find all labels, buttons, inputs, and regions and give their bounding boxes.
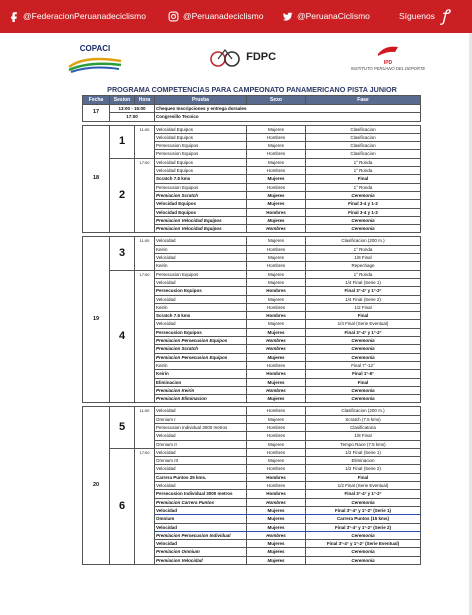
prueba-cell: Premiacion Scratch xyxy=(155,345,247,353)
prueba-cell: Velocidad Equipos xyxy=(155,200,247,208)
sexo-cell: Mujeres xyxy=(247,270,306,278)
sexo-cell: Mujeres xyxy=(247,378,306,386)
prueba-cell: Premiacion Velocidad Equipos xyxy=(155,216,247,224)
prueba-cell: Persecusion Equipos xyxy=(155,183,247,191)
fase-cell: 1/4 Final (Serie 1) xyxy=(306,278,421,286)
hora-cell: 17:00 xyxy=(110,113,155,121)
sexo-cell: Mujeres xyxy=(247,415,306,423)
prueba-cell: Persecusion Equipos xyxy=(155,328,247,336)
sexo-cell: Mujeres xyxy=(247,216,306,224)
sexo-cell: Hombres xyxy=(247,287,306,295)
siguenos-label: Síguenos xyxy=(399,11,435,21)
prueba-cell: Velocidad Equipos xyxy=(155,208,247,216)
fase-cell: Final 3-4 y 1-2 xyxy=(306,208,421,216)
prueba-cell: Keirin xyxy=(155,361,247,369)
prueba-cell: Premiacion Velocidad Equipos xyxy=(155,225,247,233)
sexo-cell: Mujeres xyxy=(247,556,306,564)
prueba-cell: Velocidad xyxy=(155,407,247,415)
twitter-link[interactable] xyxy=(282,0,370,33)
prueba-cell: Premiacion Scratch xyxy=(155,191,247,199)
day-cell: 20 xyxy=(83,407,110,565)
fase-cell: Repechage xyxy=(306,262,421,270)
sexo-cell: Mujeres xyxy=(247,523,306,531)
sexo-cell: Hombres xyxy=(247,490,306,498)
prueba-cell: Velocidad xyxy=(155,465,247,473)
instagram-icon xyxy=(168,11,179,22)
table-row xyxy=(83,448,421,456)
prueba-cell: Premiacion Keirin xyxy=(155,386,247,394)
table-row xyxy=(83,158,421,166)
table-row xyxy=(83,237,421,245)
prueba-cell: Premiacion Omnium xyxy=(155,548,247,556)
fdpc-text: FDPC xyxy=(246,51,277,63)
fase-cell: 1° Ronda xyxy=(306,167,421,175)
table-header-row xyxy=(83,96,421,105)
hora-cell: 17:00 xyxy=(135,448,155,564)
page-title: PROGRAMA COMPETENCIAS PARA CAMPEONATO PANAMERICANO PISTA JUNIOR xyxy=(107,85,397,94)
hora-cell: 11:00 xyxy=(135,125,155,158)
prueba-cell: Omnium xyxy=(155,515,247,523)
fase-cell: Final xyxy=(306,175,421,183)
fase-cell: 1° Ronda xyxy=(306,183,421,191)
prueba-cell: Keirin xyxy=(155,245,247,253)
hora-cell: 11:00 xyxy=(135,407,155,448)
sexo-cell: Hombres xyxy=(247,337,306,345)
ipd-flag-icon xyxy=(377,44,399,58)
prueba-cell: Keirin xyxy=(155,262,247,270)
prueba-cell: Premiacion Persecusion Equipos xyxy=(155,337,247,345)
prueba-cell: Premiacion Velocidad xyxy=(155,556,247,564)
sexo-cell: Mujeres xyxy=(247,506,306,514)
prueba-cell: Velocidad xyxy=(155,278,247,286)
sexo-cell: Hombres xyxy=(247,167,306,175)
twitter-handle: @PeruanaCiclismo xyxy=(297,11,370,21)
sexo-cell: Mujeres xyxy=(247,200,306,208)
fase-cell: Clasificacion xyxy=(306,142,421,150)
table-row xyxy=(83,407,421,415)
event-cell: Congresillo Tecnico xyxy=(155,113,421,121)
fase-cell: 1° Ronda xyxy=(306,270,421,278)
fase-cell: Final 3-4 y 1-2 xyxy=(306,200,421,208)
fase-cell: Clasificacion xyxy=(306,125,421,133)
fase-cell: Final 3°-4° y 1°-2° (Serie Eventual) xyxy=(306,540,421,548)
hora-cell: 11:00 xyxy=(135,237,155,270)
sexo-cell: Hombres xyxy=(247,386,306,394)
prueba-cell: Persecusion Equipos xyxy=(155,287,247,295)
fase-cell: Final 3°-4° y 1°-2° (Serie 1) xyxy=(306,506,421,514)
fase-cell: Final 3°-4° y 1°-2° xyxy=(306,490,421,498)
prueba-cell: Velocidad xyxy=(155,295,247,303)
prueba-cell: Velocidad xyxy=(155,506,247,514)
session-cell: 5 xyxy=(110,407,135,448)
prueba-cell: Premiacion Persecusion Equipos xyxy=(155,353,247,361)
fase-cell: Clasificacion (200 m.) xyxy=(306,407,421,415)
prueba-cell: Velocidad xyxy=(155,482,247,490)
fase-cell: Eliminacion xyxy=(306,457,421,465)
fase-cell: 1/2 Final (Serie 1) xyxy=(306,448,421,456)
hora-cell: 17:00 xyxy=(135,158,155,233)
prueba-cell: Velocidad Equipos xyxy=(155,158,247,166)
event-cell: Chequeo Inscripciones y entrega dorsales xyxy=(155,105,421,113)
fase-cell: Clasificacion xyxy=(306,150,421,158)
session-cell: 1 xyxy=(110,125,135,158)
fase-cell: Ceremonia xyxy=(306,531,421,539)
prueba-cell: Scratch 7.5 kms xyxy=(155,312,247,320)
day-cell: 19 xyxy=(83,237,110,403)
prueba-cell: Persecusion Individual 3000 metros xyxy=(155,490,247,498)
sexo-cell: Hombres xyxy=(247,183,306,191)
fase-cell: Final 3°-4° y 1°-2° xyxy=(306,328,421,336)
hora-cell: 13:00 - 15:00 xyxy=(110,105,155,113)
fase-cell: Final 3°-4° y 1°-2° xyxy=(306,287,421,295)
header-fase: Fase xyxy=(306,96,421,105)
prueba-cell: Premiacion Persecusion Individual xyxy=(155,531,247,539)
fdpc-wheels-icon xyxy=(210,44,244,70)
session-cell: 3 xyxy=(110,237,135,270)
sexo-cell: Hombres xyxy=(247,448,306,456)
facebook-link[interactable] xyxy=(8,0,146,33)
facebook-handle: @FederacionPeruanadeciclismo xyxy=(23,11,146,21)
sexo-cell: Mujeres xyxy=(247,440,306,448)
sexo-cell: Mujeres xyxy=(247,278,306,286)
swirl-icon: ꝭ xyxy=(441,8,449,25)
sexo-cell: Hombres xyxy=(247,303,306,311)
fase-cell: Ceremonia xyxy=(306,395,421,403)
header-prueba: Prueba xyxy=(155,96,247,105)
sexo-cell: Hombres xyxy=(247,133,306,141)
sexo-cell: Mujeres xyxy=(247,254,306,262)
sexo-cell: Hombres xyxy=(247,345,306,353)
copaci-logo xyxy=(60,44,130,75)
instagram-link[interactable] xyxy=(168,0,263,33)
prueba-cell: Omnium III xyxy=(155,457,247,465)
prueba-cell: Velocidad xyxy=(155,432,247,440)
sexo-cell: Hombres xyxy=(247,498,306,506)
fase-cell: Final xyxy=(306,378,421,386)
fase-cell: Clasificacion xyxy=(306,133,421,141)
fase-cell: Ceremonia xyxy=(306,353,421,361)
prueba-cell: Scratch 7.5 kms xyxy=(155,175,247,183)
ipd-subtext: INSTITUTO PERUANO DEL DEPORTE xyxy=(350,66,426,71)
prueba-cell: Persecusion Equipos xyxy=(155,142,247,150)
prueba-cell: Persecusion Equipos xyxy=(155,270,247,278)
header-sesion: Sesion xyxy=(110,96,135,105)
fase-cell: Carrera Puntos (15 kms) xyxy=(306,515,421,523)
sexo-cell: Mujeres xyxy=(247,328,306,336)
sexo-cell: Mujeres xyxy=(247,395,306,403)
fase-cell: 1/4 Final (Serie 2) xyxy=(306,295,421,303)
sexo-cell: Mujeres xyxy=(247,515,306,523)
session-cell: 2 xyxy=(110,158,135,233)
instagram-handle: @Peruanadeciclismo xyxy=(183,11,264,21)
prueba-cell: Velocidad xyxy=(155,237,247,245)
fase-cell: 1/2 Final xyxy=(306,303,421,311)
hora-cell: 17:00 xyxy=(135,270,155,403)
fase-cell: Ceremonia xyxy=(306,191,421,199)
sexo-cell: Mujeres xyxy=(247,295,306,303)
sponsor-logos xyxy=(60,44,440,80)
sexo-cell: Hombres xyxy=(247,370,306,378)
sexo-cell: Mujeres xyxy=(247,237,306,245)
fase-cell: 1° Ronda xyxy=(306,158,421,166)
prueba-cell: Keirin xyxy=(155,370,247,378)
sexo-cell: Mujeres xyxy=(247,175,306,183)
copaci-emblem-icon xyxy=(65,53,125,73)
fase-cell: Final 7°-12° xyxy=(306,361,421,369)
sexo-cell: Mujeres xyxy=(247,158,306,166)
fase-cell: Clasificatoria xyxy=(306,423,421,431)
prueba-cell: Premiacion Eliminacion xyxy=(155,395,247,403)
prueba-cell: Keirin xyxy=(155,303,247,311)
sexo-cell: Hombres xyxy=(247,361,306,369)
fase-cell: Ceremonia xyxy=(306,216,421,224)
header-fecha: Fecha xyxy=(83,96,110,105)
sexo-cell: Mujeres xyxy=(247,320,306,328)
sexo-cell: Hombres xyxy=(247,473,306,481)
fdpc-logo xyxy=(198,44,288,74)
sexo-cell: Mujeres xyxy=(247,548,306,556)
sexo-cell: Mujeres xyxy=(247,457,306,465)
sexo-cell: Hombres xyxy=(247,465,306,473)
sexo-cell: Hombres xyxy=(247,150,306,158)
sexo-cell: Mujeres xyxy=(247,353,306,361)
table-row xyxy=(83,113,421,121)
fase-cell: Ceremonia xyxy=(306,548,421,556)
prueba-cell: Carrera Puntos 25 kms. xyxy=(155,473,247,481)
prueba-cell: Omnium I xyxy=(155,415,247,423)
fase-cell: Ceremonia xyxy=(306,337,421,345)
sexo-cell: Hombres xyxy=(247,432,306,440)
ipd-logo xyxy=(336,44,440,71)
fase-cell: Ceremonia xyxy=(306,386,421,394)
sexo-cell: Mujeres xyxy=(247,142,306,150)
sexo-cell: Mujeres xyxy=(247,125,306,133)
table-row xyxy=(83,105,421,113)
prueba-cell: Velocidad xyxy=(155,254,247,262)
prueba-cell: Omnium II xyxy=(155,440,247,448)
sexo-cell: Hombres xyxy=(247,482,306,490)
table-row xyxy=(83,125,421,133)
fase-cell: Ceremonia xyxy=(306,345,421,353)
ipd-text: IPD xyxy=(383,60,393,66)
fase-cell: Final 1°-6° xyxy=(306,370,421,378)
sexo-cell: Hombres xyxy=(247,225,306,233)
facebook-icon xyxy=(8,11,19,22)
social-banner xyxy=(0,0,472,33)
day-cell: 18 xyxy=(83,125,110,233)
sexo-cell: Hombres xyxy=(247,245,306,253)
fase-cell: 1/4 Final (Serie Eventual) xyxy=(306,320,421,328)
session-cell: 4 xyxy=(110,270,135,403)
fase-cell: Ceremonia xyxy=(306,498,421,506)
fase-cell: Final xyxy=(306,473,421,481)
fase-cell: Scratch (7.5 kms) xyxy=(306,415,421,423)
prueba-cell: Premiacion Carrera Puntos xyxy=(155,498,247,506)
header-hora: Hora xyxy=(135,96,155,105)
session-cell: 6 xyxy=(110,448,135,564)
fase-cell: 1/8 Final xyxy=(306,254,421,262)
fase-cell: Clasificacion (200 m.) xyxy=(306,237,421,245)
fase-cell: 1/8 Final xyxy=(306,432,421,440)
fase-cell: Final xyxy=(306,312,421,320)
sexo-cell: Hombres xyxy=(247,312,306,320)
prueba-cell: Velocidad xyxy=(155,540,247,548)
prueba-cell: Velocidad xyxy=(155,320,247,328)
table-row xyxy=(83,270,421,278)
twitter-icon xyxy=(282,11,293,22)
prueba-cell: Velocidad xyxy=(155,523,247,531)
sexo-cell: Hombres xyxy=(247,262,306,270)
table-body xyxy=(83,105,421,565)
prueba-cell: Velocidad Equipos xyxy=(155,167,247,175)
fase-cell: 1° Ronda xyxy=(306,245,421,253)
sexo-cell: Mujeres xyxy=(247,540,306,548)
fase-cell: 1/2 Final (Serie 2) xyxy=(306,465,421,473)
sexo-cell: Hombres xyxy=(247,531,306,539)
sexo-cell: Hombres xyxy=(247,423,306,431)
fase-cell: Ceremonia xyxy=(306,225,421,233)
header-sexo: Sexo xyxy=(247,96,306,105)
fase-cell: Final 3°-4° y 1°-2° (Serie 2) xyxy=(306,523,421,531)
copaci-text: COPACI xyxy=(79,44,111,53)
sexo-cell: Hombres xyxy=(247,407,306,415)
day-cell: 17 xyxy=(83,105,110,122)
schedule-table xyxy=(82,95,421,565)
prueba-cell: Persecusion Individual 3000 metros xyxy=(155,423,247,431)
fase-cell: 1/2 Final (Serie Eventual) xyxy=(306,482,421,490)
prueba-cell: Eliminacion xyxy=(155,378,247,386)
prueba-cell: Velocidad Equipos xyxy=(155,125,247,133)
sexo-cell: Mujeres xyxy=(247,191,306,199)
fase-cell: Tempo Race (7.5 kms) xyxy=(306,440,421,448)
prueba-cell: Persecusion Equipos xyxy=(155,150,247,158)
sexo-cell: Hombres xyxy=(247,208,306,216)
prueba-cell: Velocidad Equipos xyxy=(155,133,247,141)
fase-cell: Ceremonia xyxy=(306,556,421,564)
prueba-cell: Velocidad xyxy=(155,448,247,456)
